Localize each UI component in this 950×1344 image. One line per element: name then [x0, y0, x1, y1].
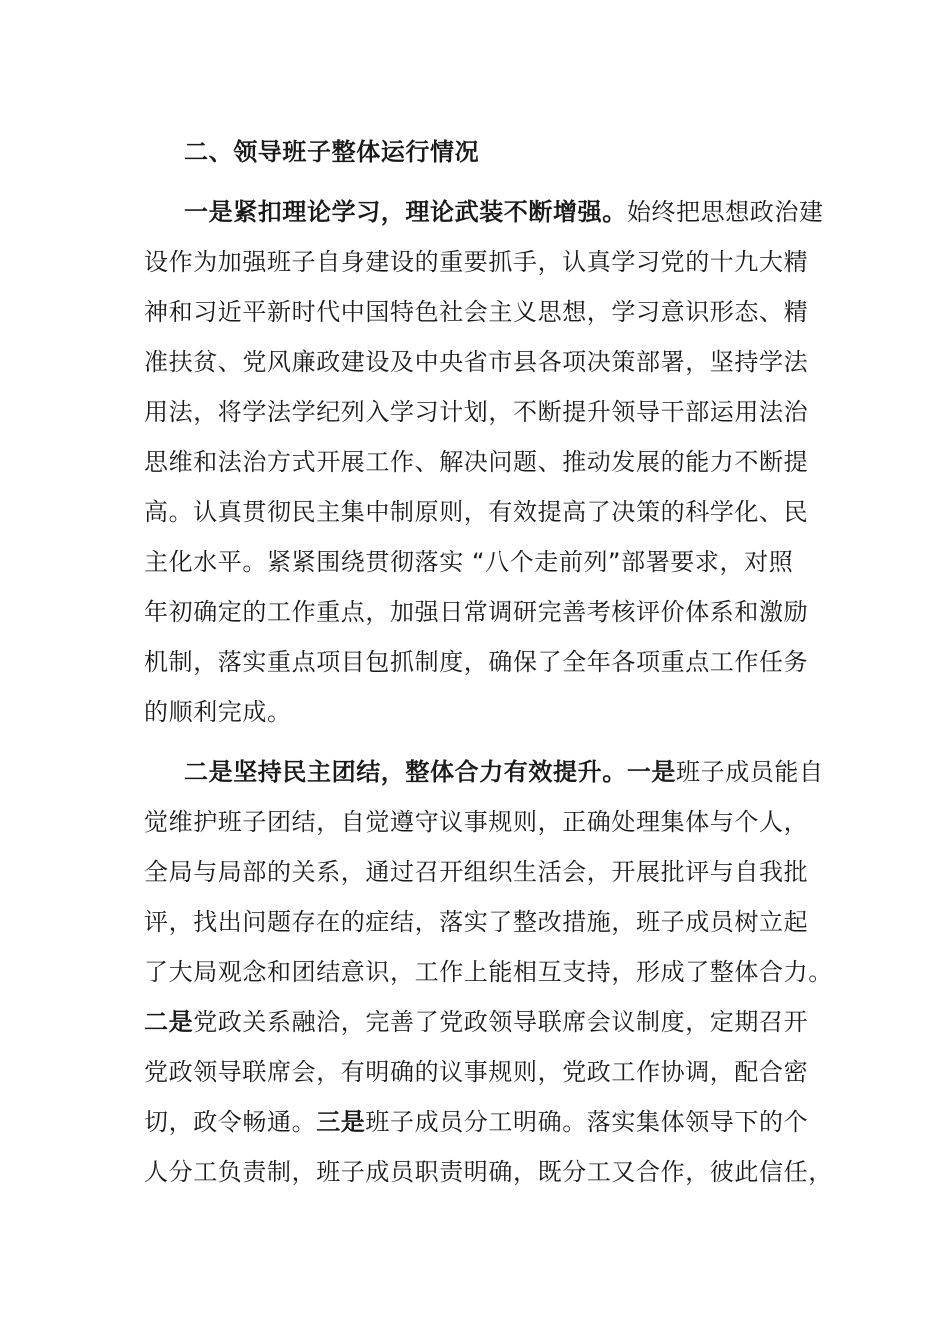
paragraph-2-line: 人分工负责制，班子成员职责明确，既分工又合作，彼此信任，	[144, 1158, 833, 1186]
paragraph-1-line: 设作为加强班子自身建设的重要抓手，认真学习党的十九大精	[144, 248, 809, 276]
paragraph-2-text: 切，政令畅通。	[144, 1108, 317, 1136]
paragraph-2-sub2-lead: 二是	[144, 1008, 194, 1036]
paragraph-2-text: 班子成员能自	[676, 758, 824, 786]
paragraph-2-lead: 二是坚持民主团结，整体合力有效提升。	[184, 758, 627, 786]
paragraph-2-sub3-lead: 三是	[316, 1108, 366, 1136]
paragraph-2-line: 觉维护班子团结，自觉遵守议事规则，正确处理集体与个人，	[144, 808, 809, 836]
paragraph-1-line: 的顺利完成。	[144, 698, 292, 726]
paragraph-1-line: 神和习近平新时代中国特色社会主义思想，学习意识形态、精	[144, 298, 809, 326]
paragraph-1-line: 准扶贫、党风廉政建设及中央省市县各项决策部署，坚持学法	[144, 348, 809, 376]
paragraph-1-line: 用法，将学法学纪列入学习计划，不断提升领导干部运用法治	[144, 398, 809, 426]
paragraph-2-line	[144, 1107, 824, 1137]
paragraph-2-text: 党政关系融洽，完善了党政领导联席会议制度，定期召开	[193, 1008, 809, 1036]
paragraph-2-line: 党政领导联席会，有明确的议事规则，党政工作协调，配合密	[144, 1058, 809, 1086]
paragraph-1-text: 始终把思想政治建	[626, 198, 824, 226]
paragraph-1-line: 机制，落实重点项目包抓制度，确保了全年各项重点工作任务	[144, 648, 809, 676]
paragraph-2-line	[144, 1007, 824, 1037]
paragraph-1-line: 年初确定的工作重点，加强日常调研完善考核评价体系和激励	[144, 598, 809, 626]
paragraph-2-sub1-lead: 一是	[626, 758, 677, 786]
paragraph-2-line-1	[184, 757, 824, 787]
paragraph-1-line: 高。认真贯彻民主集中制原则，有效提高了决策的科学化、民	[144, 498, 809, 526]
paragraph-1-line-1	[184, 197, 824, 227]
paragraph-2-line: 了大局观念和团结意识，工作上能相互支持，形成了整体合力。	[144, 958, 833, 986]
paragraph-2-text: 班子成员分工明确。落实集体领导下的个	[365, 1108, 809, 1136]
section-heading: 二、领导班子整体运行情况	[184, 138, 480, 166]
paragraph-1-line: 主化水平。紧紧围绕贯彻落实 “八个走前列”部署要求，对照	[144, 548, 794, 576]
paragraph-1-lead: 一是紧扣理论学习，理论武装不断增强。	[184, 198, 627, 226]
paragraph-2-line: 评，找出问题存在的症结，落实了整改措施，班子成员树立起	[144, 908, 809, 936]
paragraph-1-line: 思维和法治方式开展工作、解决问题、推动发展的能力不断提	[144, 448, 809, 476]
paragraph-2-line: 全局与局部的关系，通过召开组织生活会，开展批评与自我批	[144, 858, 809, 886]
